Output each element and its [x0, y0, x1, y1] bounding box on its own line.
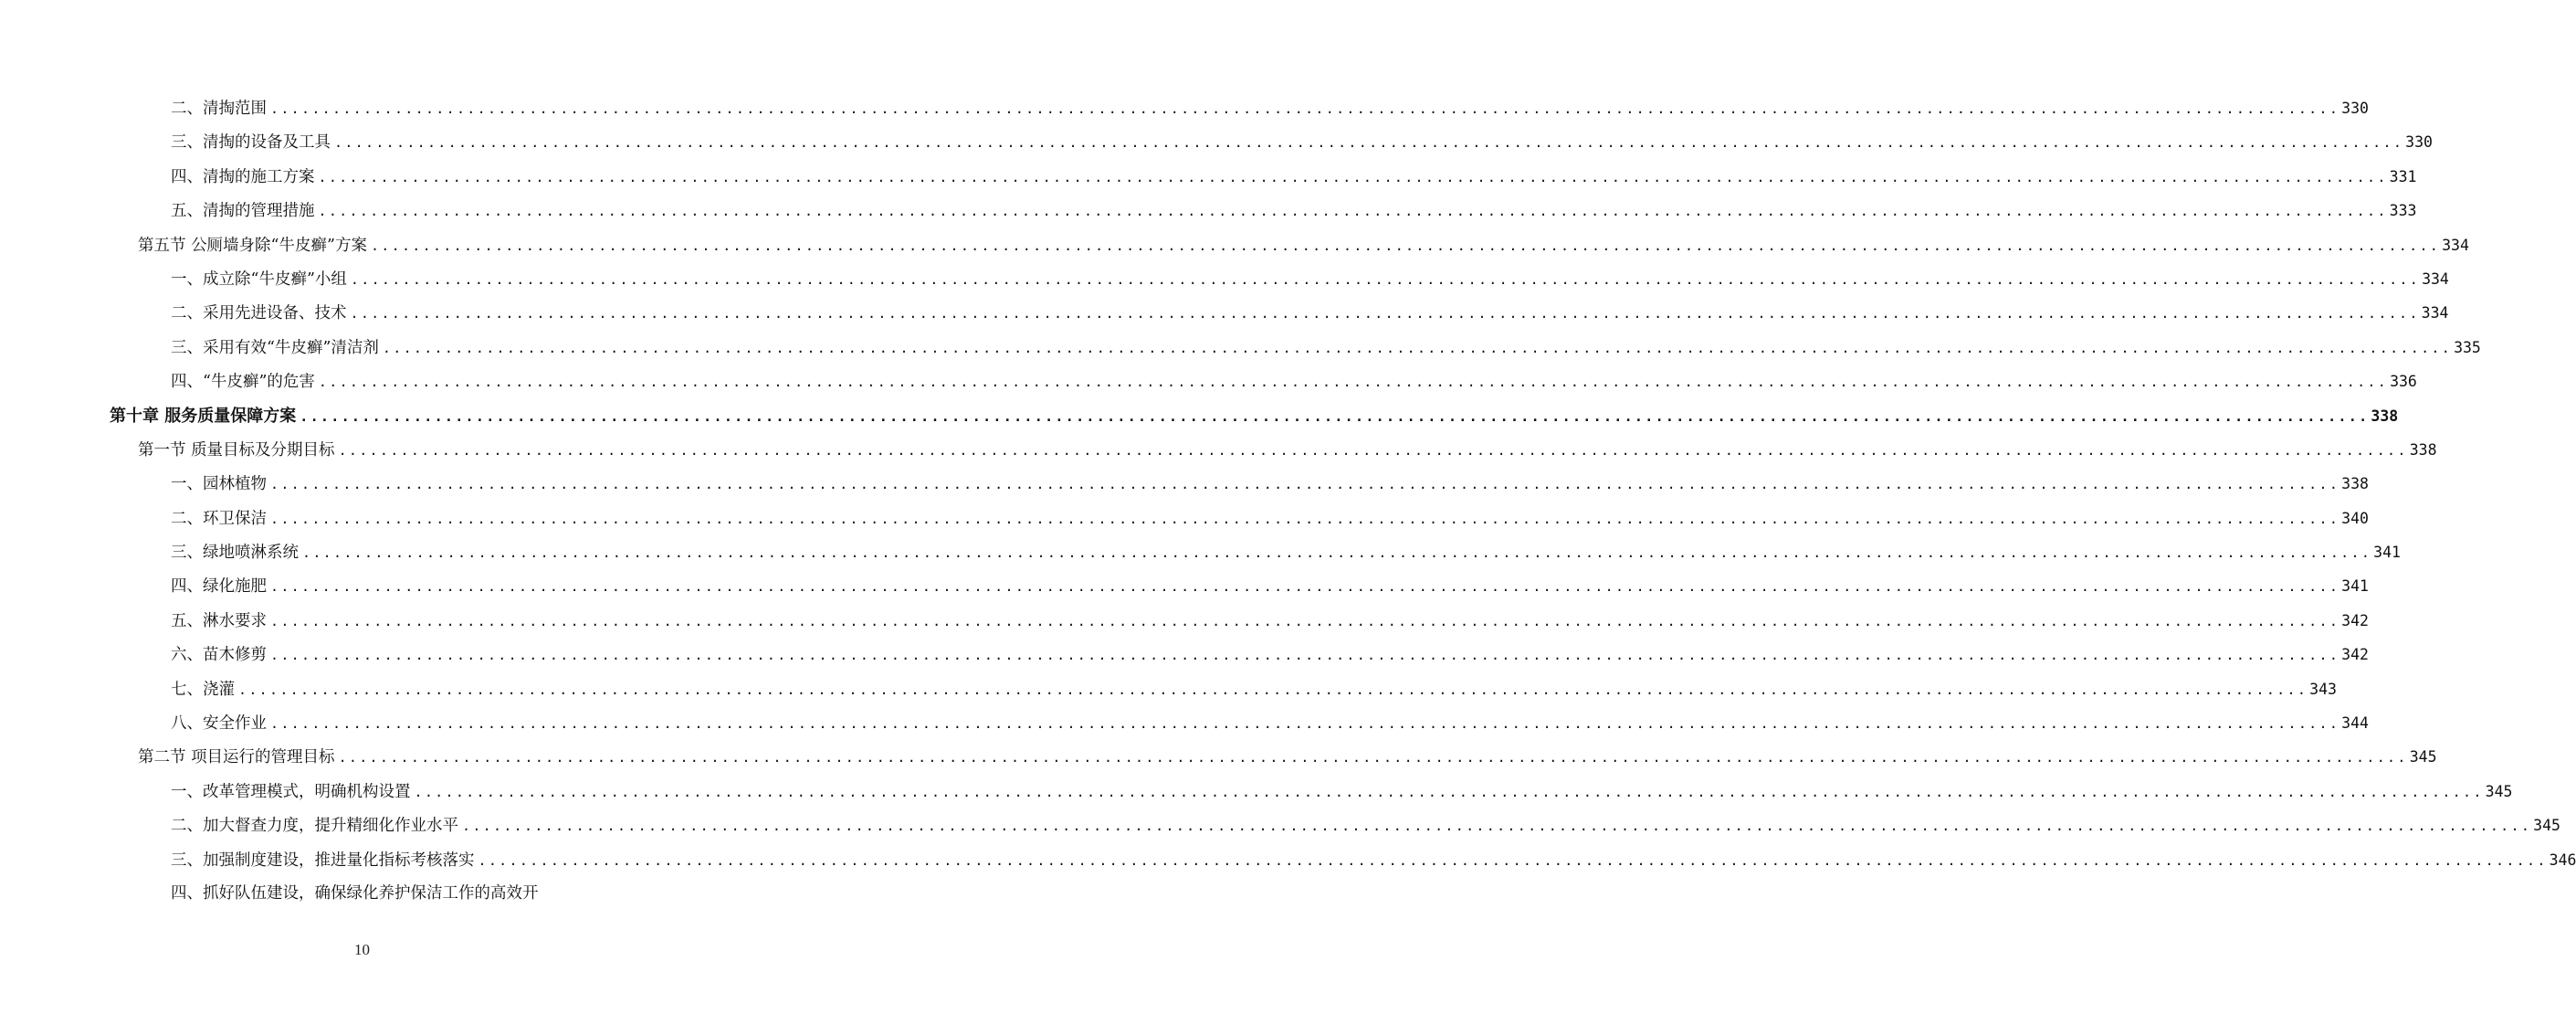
toc-entry-row — [171, 467, 2369, 502]
toc-dot-leader: ........................................................................................................................................................................................................ — [270, 612, 2340, 629]
toc-entry-title: 一、改革管理模式，明确机构设置 — [171, 782, 411, 801]
toc-entry-title: 二、加大督查力度，提升精细化作业水平 — [171, 817, 458, 836]
toc-page-number: 341 — [2341, 577, 2369, 596]
toc-entry-title: 四、绿化施肥 — [171, 577, 267, 597]
toc-dot-leader: ........................................................................................................................................................................................................ — [270, 510, 2340, 527]
toc-entry-title: 七、浇灌 — [171, 680, 235, 699]
toc-page-number: 335 — [2454, 338, 2481, 356]
toc-page-number: 330 — [2341, 100, 2369, 117]
toc-entry-title: 二、环卫保洁 — [171, 509, 267, 528]
toc-page-number: 343 — [2309, 680, 2337, 698]
toc-subsection-entry[interactable] — [0, 502, 2369, 535]
toc-entry-title: 五、淋水要求 — [171, 611, 267, 630]
toc-dot-leader: ........................................................................................................................................................................................................ — [270, 647, 2340, 664]
toc-entry-title: 四、抓好队伍建设，确保绿化养护保洁工作的高效开 — [171, 883, 539, 903]
toc-page-number: 340 — [2341, 509, 2369, 527]
toc-subsection-entry[interactable] — [0, 467, 2369, 501]
toc-entry-title: 第五节 公厕墙身除“牛皮癣”方案 — [138, 236, 367, 255]
toc-section-entry[interactable] — [0, 433, 2437, 467]
toc-page-number: 331 — [2389, 167, 2417, 185]
toc-subsection-entry[interactable] — [0, 843, 2576, 877]
page-number: 10 — [354, 941, 370, 958]
toc-page-number: 336 — [2390, 373, 2417, 391]
toc-entry-row — [171, 808, 2560, 843]
toc-entry-row — [171, 296, 2449, 331]
toc-section-entry[interactable] — [0, 228, 2469, 262]
toc-page-number: 334 — [2421, 304, 2449, 322]
toc-subsection-entry[interactable] — [0, 296, 2449, 330]
toc-page-number: 346 — [2549, 851, 2576, 869]
toc-entry-title: 第一节 质量目标及分期目标 — [138, 440, 335, 460]
toc-page-number: 338 — [2409, 440, 2437, 459]
toc-dot-leader: ........................................................................................................................................................................................................ — [350, 305, 2420, 322]
toc-entry-title: 三、清掏的设备及工具 — [171, 133, 331, 153]
toc-subsection-entry[interactable] — [0, 125, 2433, 159]
toc-dot-leader: ........................................................................................................................................................................................................ — [462, 818, 2532, 835]
toc-page-number: 341 — [2373, 544, 2401, 562]
toc-dot-leader: ........................................................................................................................................................................................................ — [334, 134, 2404, 152]
toc-dot-leader: ........................................................................................................................................................................................................ — [478, 851, 2548, 869]
table-of-contents — [0, 91, 2576, 911]
toc-page-number: 342 — [2341, 646, 2369, 664]
toc-subsection-entry[interactable] — [0, 569, 2369, 603]
toc-dot-leader: ........................................................................................................................................................................................................ — [370, 237, 2441, 254]
toc-subsection-entry[interactable] — [0, 160, 2417, 194]
toc-entry-row — [171, 877, 615, 911]
toc-entry-title: 二、采用先进设备、技术 — [171, 304, 347, 323]
toc-subsection-entry[interactable] — [0, 877, 724, 911]
toc-entry-title: 第二节 项目运行的管理目标 — [138, 748, 335, 767]
toc-section-entry[interactable] — [0, 740, 2437, 774]
toc-subsection-entry[interactable] — [0, 604, 2369, 638]
toc-entry-row — [138, 228, 2469, 263]
toc-page-number: 334 — [2442, 236, 2469, 254]
toc-entry-row — [171, 604, 2369, 639]
toc-entry-row — [171, 125, 2433, 160]
toc-dot-leader: ........................................................................................................................................................................................................ — [318, 203, 2388, 220]
toc-subsection-entry[interactable] — [0, 262, 2449, 296]
toc-entry-row — [171, 843, 2576, 878]
toc-entry-title: 三、绿地喷淋系统 — [171, 544, 299, 563]
toc-entry-title: 六、苗木修剪 — [171, 646, 267, 665]
toc-dot-leader: ........................................................................................................................................................................................................ — [270, 578, 2340, 596]
toc-entry-row — [171, 502, 2369, 536]
toc-page-number: 345 — [2409, 748, 2437, 766]
toc-chapter-entry[interactable] — [0, 399, 2399, 433]
toc-dot-leader: ........................................................................................................................................................................................................ — [414, 783, 2484, 800]
toc-subsection-entry[interactable] — [0, 91, 2369, 125]
toc-page-number: 330 — [2405, 133, 2433, 152]
toc-dot-leader: ........................................................................................................................................................................................................ — [300, 407, 2370, 425]
toc-dot-leader: ........................................................................................................................................................................................................ — [318, 374, 2389, 391]
toc-dot-leader: ........................................................................................................................................................................................................ — [270, 715, 2340, 733]
toc-entry-title: 四、“牛皮癣”的危害 — [171, 373, 315, 392]
toc-dot-leader: ........................................................................................................................................................................................................ — [238, 681, 2308, 698]
toc-entry-row — [171, 672, 2337, 707]
toc-dot-leader: ........................................................................................................................................................................................................ — [318, 168, 2388, 185]
toc-subsection-entry[interactable] — [0, 331, 2481, 365]
toc-dot-leader: ........................................................................................................................................................................................................ — [382, 339, 2453, 356]
toc-entry-title: 一、成立除“牛皮癣”小组 — [171, 269, 347, 289]
toc-entry-row — [171, 160, 2417, 195]
toc-dot-leader: ........................................................................................................................................................................................................ — [302, 544, 2372, 562]
toc-subsection-entry[interactable] — [0, 365, 2417, 398]
toc-entry-row — [138, 433, 2437, 468]
toc-page-number: 342 — [2341, 611, 2369, 629]
toc-page-number: 338 — [2371, 407, 2399, 425]
toc-dot-leader: ........................................................................................................................................................................................................ — [338, 441, 2408, 459]
toc-entry-row — [171, 262, 2449, 297]
toc-subsection-entry[interactable] — [0, 638, 2369, 671]
toc-entry-title: 第十章 服务质量保障方案 — [110, 406, 297, 426]
toc-entry-title: 三、加强制度建设，推进量化指标考核落实 — [171, 851, 475, 870]
toc-page-number: 345 — [2485, 782, 2513, 800]
toc-entry-row — [138, 740, 2437, 775]
toc-dot-leader: ........................................................................................................................................................................................................ — [350, 270, 2421, 288]
toc-subsection-entry[interactable] — [0, 706, 2369, 740]
toc-page-number: 334 — [2422, 269, 2449, 288]
toc-entry-title: 八、安全作业 — [171, 714, 267, 734]
toc-page-number: 333 — [2389, 202, 2417, 220]
toc-dot-leader: ........................................................................................................................................................................................................ — [270, 100, 2340, 117]
toc-page-number: 344 — [2341, 714, 2369, 733]
toc-dot-leader: ........................................................................................................................................................................................................ — [338, 749, 2408, 766]
toc-entry-row — [171, 91, 2369, 126]
toc-entry-title: 一、园林植物 — [171, 475, 267, 494]
toc-dot-leader: ........................................................................................................................................................................................................ — [270, 476, 2340, 493]
toc-entry-row — [171, 365, 2417, 399]
toc-entry-row — [171, 331, 2481, 365]
toc-entry-row — [171, 638, 2369, 672]
toc-subsection-entry[interactable] — [0, 535, 2401, 569]
toc-subsection-entry[interactable] — [0, 194, 2417, 227]
toc-subsection-entry[interactable] — [0, 672, 2337, 706]
toc-entry-row — [171, 194, 2417, 228]
toc-entry-title: 二、清掏范围 — [171, 100, 267, 118]
toc-entry-row — [171, 569, 2369, 604]
toc-entry-title: 五、清掏的管理措施 — [171, 202, 315, 221]
toc-entry-row — [171, 775, 2513, 809]
toc-entry-title: 三、采用有效“牛皮癣”清洁剂 — [171, 338, 379, 357]
toc-subsection-entry[interactable] — [0, 808, 2560, 842]
toc-entry-row — [110, 399, 2399, 434]
toc-entry-title: 四、清掏的施工方案 — [171, 167, 315, 186]
toc-page-number: 345 — [2533, 817, 2560, 835]
toc-entry-row — [171, 535, 2401, 570]
toc-entry-row — [171, 706, 2369, 741]
toc-subsection-entry[interactable] — [0, 775, 2513, 808]
toc-page-number: 338 — [2341, 475, 2369, 493]
